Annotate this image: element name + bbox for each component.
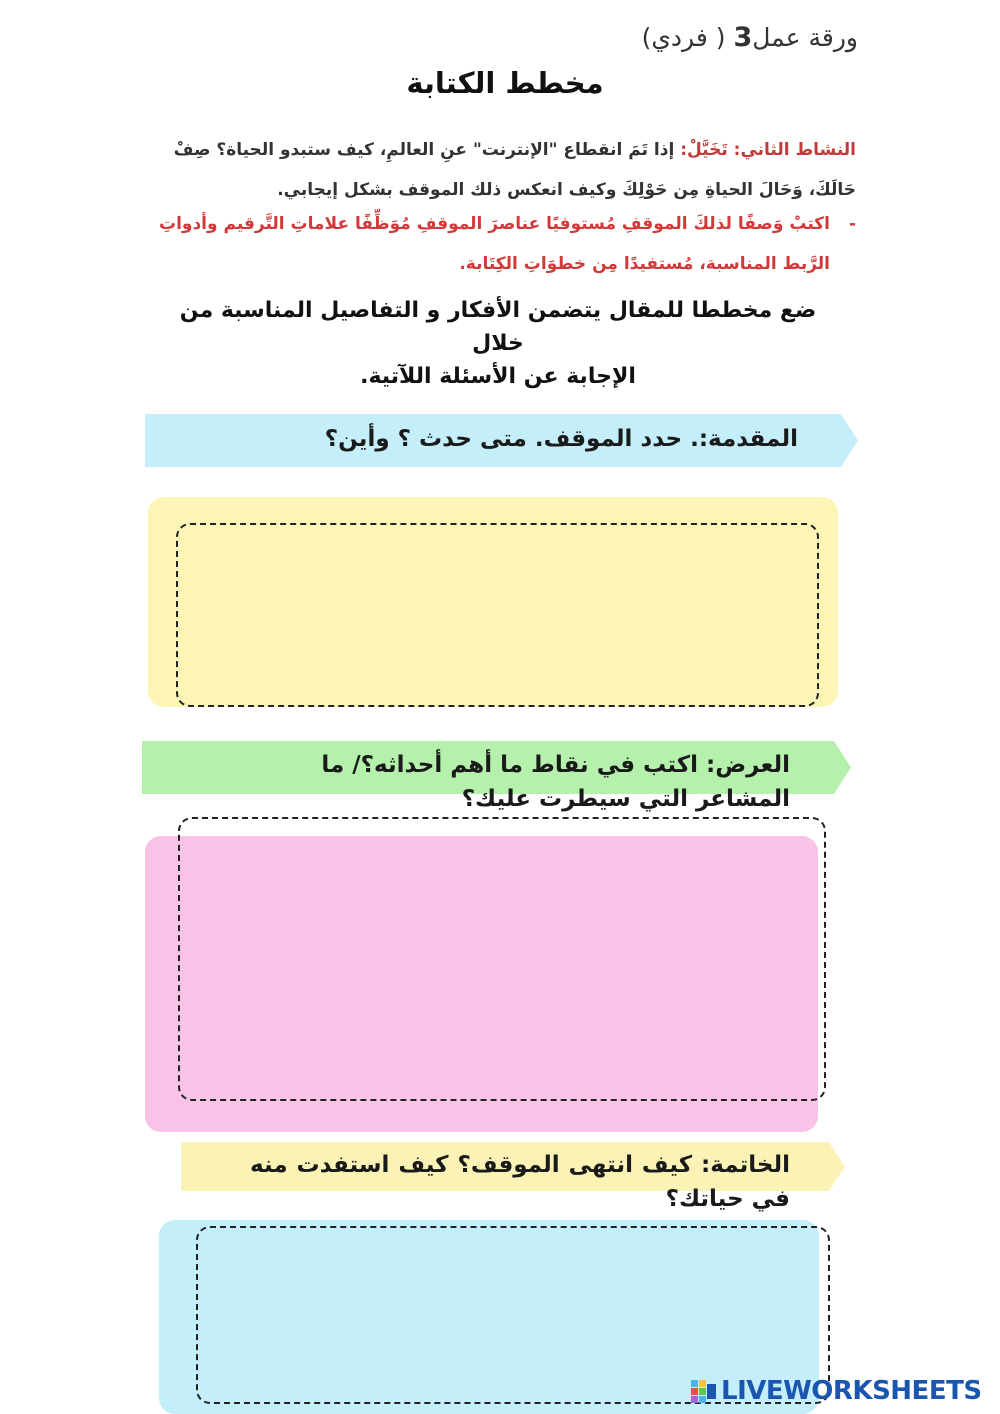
page-title: مخطط الكتابة: [406, 66, 604, 100]
body-heading: العرض: اكتب في نقاط ما أهم أحداثه؟/ ما المشاعر التي سيطرت عليك؟: [321, 752, 790, 812]
worksheet-number: 3: [733, 22, 753, 53]
task-instruction: [158, 294, 838, 393]
conclusion-heading: الخاتمة: كيف انتهى الموقف؟ كيف استفدت منه في حياتك؟: [250, 1152, 790, 1212]
activity-label: النشاط الثاني: تَخَيَّلْ:: [680, 140, 856, 160]
worksheet-type: ( فردي): [641, 23, 726, 52]
liveworksheets-logo-icon: [690, 1378, 718, 1404]
worksheet-label-text: ورقة عمل: [752, 23, 858, 52]
intro-answer-field[interactable]: [176, 523, 819, 707]
activity-instruction: اكتبْ وَصفًا لذلكَ الموقفِ مُستوفيًا عناصرَ الموقفِ مُوَظِّفًا علاماتِ التَّرقيم وأدواتِ الرَّبط المناسبة، مُستفيدًا مِن خطوَاتِ الكِتَابة.: [158, 214, 830, 274]
worksheet-label: [642, 22, 858, 53]
body-answer-field[interactable]: [178, 817, 826, 1101]
activity-text: إذا تَمَ انقطاع "الإنترنت" عنِ العالمِ، كيف ستبدو الحياة؟ صِفْ حَالَكَ، وَحَالَ الحياةِ مِن حَوْلِكَ وكيف انعكس ذلك الموقف بشكل إيجابي.: [173, 140, 856, 200]
liveworksheets-logo: [690, 1376, 990, 1406]
task-line-2: الإجابة عن الأسئلة اللآتية.: [360, 364, 636, 389]
activity-prompt: [136, 130, 856, 210]
instruction-bullet: -: [848, 214, 856, 234]
task-line-1: ضع مخططا للمقال يتضمن الأفكار و التفاصيل المناسبة من خلال: [179, 298, 817, 356]
liveworksheets-logo-text: LIVEWORKSHEETS: [721, 1376, 982, 1406]
intro-heading: المقدمة:. حدد الموقف. متى حدث ؟ وأين؟: [324, 426, 798, 452]
